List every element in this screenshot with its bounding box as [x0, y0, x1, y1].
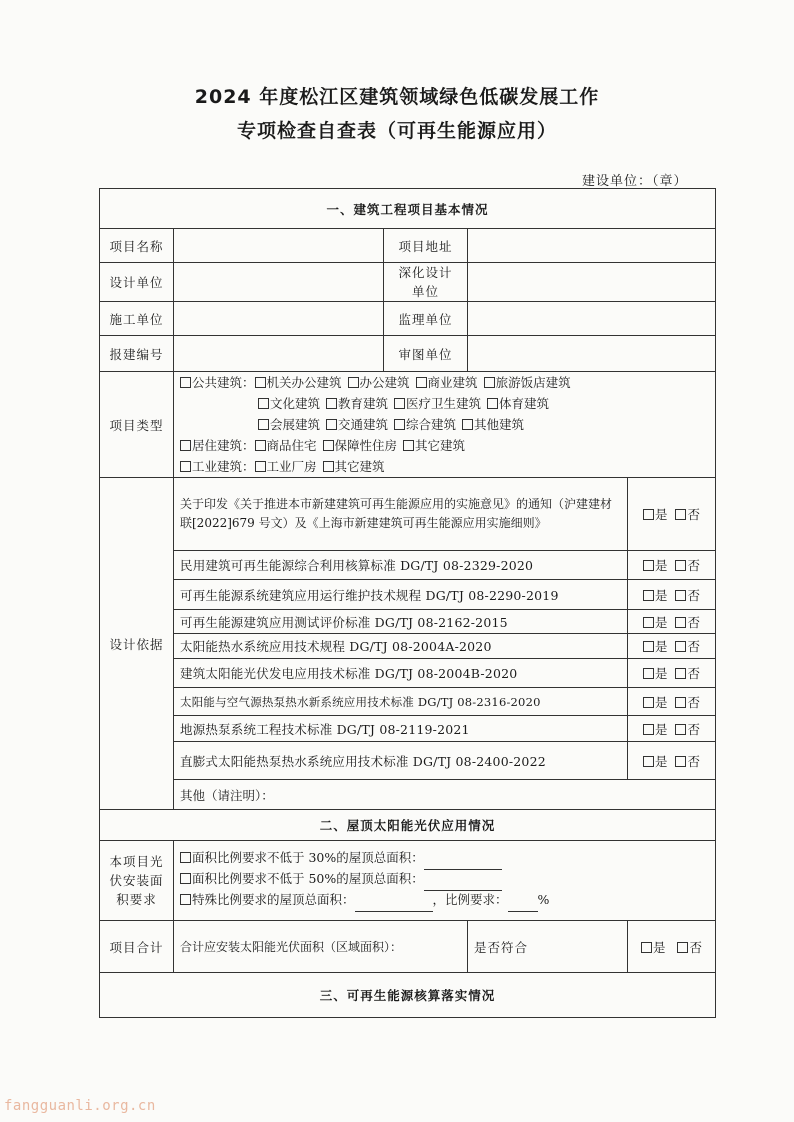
design-unit-label: 设计单位	[100, 263, 174, 302]
yes-no-choice	[628, 716, 716, 742]
no-label: 否	[689, 939, 702, 955]
checkbox-other-industrial[interactable]	[323, 461, 334, 472]
no-label: 否	[687, 639, 700, 654]
option-label: 其它建筑	[415, 438, 466, 453]
construction-company-field[interactable]	[174, 302, 384, 336]
option-label: 文化建筑	[270, 396, 321, 411]
compliance-cell	[468, 921, 628, 973]
pv-label-line2: 伏安装面	[109, 873, 164, 888]
compliance-yes-no	[628, 921, 716, 973]
project-type-options	[174, 372, 716, 478]
checkbox-no[interactable]	[675, 617, 686, 628]
checkbox-industrial-building[interactable]	[180, 461, 191, 472]
design-unit-field[interactable]	[174, 263, 384, 302]
checkbox-commercial-housing[interactable]	[255, 440, 266, 451]
checkbox-residential-building[interactable]	[180, 440, 191, 451]
pv-area-requirement-label	[100, 841, 174, 921]
option-label: 教育建筑	[338, 396, 389, 411]
yes-no-choice	[628, 478, 716, 551]
checkbox-no[interactable]	[675, 641, 686, 652]
checkbox-yes[interactable]	[643, 590, 654, 601]
checkbox-no[interactable]	[675, 668, 686, 679]
checkbox-yes[interactable]	[643, 668, 654, 679]
pv-50-area-input[interactable]	[424, 872, 502, 891]
no-label: 否	[687, 507, 700, 522]
pv-label-line1: 本项目光	[109, 854, 164, 869]
checkbox-pv-50[interactable]	[180, 873, 191, 884]
checkbox-yes[interactable]	[643, 617, 654, 628]
no-label: 否	[687, 694, 700, 710]
checkbox-yes[interactable]	[643, 756, 654, 767]
yes-label: 是	[655, 614, 668, 630]
permit-number-field[interactable]	[174, 336, 384, 372]
checkbox-public-building[interactable]	[180, 377, 191, 388]
checkbox-pv-30[interactable]	[180, 852, 191, 863]
option-label: 其他建筑	[474, 417, 525, 432]
other-standard-field[interactable]: 其他（请注明）：	[174, 780, 716, 810]
pv-area-requirement-options	[174, 841, 716, 921]
yes-label: 是	[655, 694, 668, 710]
permit-number-label: 报建编号	[100, 336, 174, 372]
document-title-line1: 2024 年度松江区建筑领域绿色低碳发展工作	[194, 86, 600, 108]
option-label: 工业厂房	[266, 459, 317, 474]
standard-item: 可再生能源建筑应用测试评价标准 DG/TJ 08-2162-2015	[174, 610, 628, 634]
option-label: 商业建筑	[427, 375, 478, 390]
pv-ratio-input[interactable]	[508, 893, 538, 912]
deepening-design-unit-label	[384, 263, 468, 302]
option-label: 体育建筑	[499, 396, 550, 411]
option-label: 保障性住房	[334, 438, 398, 453]
checkbox-hotel[interactable]	[484, 377, 495, 388]
checkbox-government-office[interactable]	[255, 377, 266, 388]
watermark: fangguanli.org.cn	[4, 1098, 156, 1114]
review-unit-field[interactable]	[468, 336, 716, 372]
option-label: 机关办公建筑	[266, 375, 342, 390]
checkbox-sports[interactable]	[487, 398, 498, 409]
no-label: 否	[687, 558, 700, 573]
option-label: 旅游饭店建筑	[495, 375, 571, 390]
yes-no-choice	[628, 551, 716, 580]
yes-label: 是	[655, 666, 668, 681]
deepening-design-unit-field[interactable]	[468, 263, 716, 302]
total-pv-area[interactable]	[174, 921, 468, 973]
pv-30-area-input[interactable]	[424, 851, 502, 870]
option-label: 会展建筑	[270, 417, 321, 432]
checkbox-other-residential[interactable]	[403, 440, 414, 451]
no-label: 否	[687, 721, 700, 737]
checkbox-yes[interactable]	[643, 697, 654, 708]
yes-no-choice	[628, 580, 716, 610]
design-basis-label: 设计依据	[100, 478, 174, 810]
pv-option-30-label: 面积比例要求不低于 30%的屋顶总面积：	[192, 850, 424, 865]
checkbox-yes[interactable]	[643, 560, 654, 571]
supervision-unit-label: 监理单位	[384, 302, 468, 336]
no-label: 否	[687, 666, 700, 681]
standard-item: 关于印发《关于推进本市新建建筑可再生能源应用的实施意见》的通知（沪建建材联[2022]679 号文）及《上海市新建建筑可再生能源应用实施细则》	[174, 478, 628, 551]
checkbox-medical[interactable]	[394, 398, 405, 409]
standard-item: 直膨式太阳能热泵热水系统应用技术标准 DG/TJ 08-2400-2022	[174, 742, 628, 780]
yes-no-choice	[628, 659, 716, 688]
pv-option-special-label: 特殊比例要求的屋顶总面积：	[192, 892, 355, 907]
checkbox-commercial[interactable]	[416, 377, 427, 388]
construction-unit-stamp-label: 建设单位：（章）	[582, 174, 688, 189]
deepening-design-unit-label-line1: 深化设计	[398, 265, 453, 280]
standard-item: 民用建筑可再生能源综合利用核算标准 DG/TJ 08-2329-2020	[174, 551, 628, 580]
checkbox-exhibition[interactable]	[258, 419, 269, 430]
yes-no-choice	[628, 610, 716, 634]
pv-option-50-label: 面积比例要求不低于 50%的屋顶总面积：	[192, 871, 424, 886]
checkbox-no[interactable]	[675, 590, 686, 601]
project-name-field[interactable]	[174, 229, 384, 263]
checkbox-no[interactable]	[675, 724, 686, 735]
yes-label: 是	[655, 753, 668, 769]
standard-item: 可再生能源系统建筑应用运行维护技术规程 DG/TJ 08-2290-2019	[174, 580, 628, 610]
checkbox-education[interactable]	[326, 398, 337, 409]
standard-item: 地源热泵系统工程技术标准 DG/TJ 08-2119-2021	[174, 716, 628, 742]
option-label: 办公建筑	[359, 375, 410, 390]
checkbox-no[interactable]	[675, 560, 686, 571]
checkbox-comprehensive[interactable]	[394, 419, 405, 430]
construction-company-label: 施工单位	[100, 302, 174, 336]
deepening-design-unit-label-line2: 单位	[411, 284, 439, 299]
yes-label: 是	[655, 587, 668, 603]
checkbox-no[interactable]	[675, 509, 686, 520]
checkbox-other-public[interactable]	[462, 419, 473, 430]
project-type-label: 项目类型	[100, 372, 174, 478]
section3-heading: 三、可再生能源核算落实情况	[100, 973, 716, 1018]
yes-label: 是	[653, 939, 666, 955]
pv-label-line3: 积要求	[116, 892, 157, 907]
pv-percent-sign: %	[537, 892, 550, 907]
option-label: 综合建筑	[406, 417, 457, 432]
industrial-building-label: 工业建筑：	[192, 459, 255, 474]
total-pv-area-label: 合计应安装太阳能光伏面积（区域面积）：	[180, 940, 403, 954]
yes-label: 是	[655, 507, 668, 522]
yes-no-choice	[628, 742, 716, 780]
option-label: 医疗卫生建筑	[406, 396, 482, 411]
project-name-label: 项目名称	[100, 229, 174, 263]
self-check-form	[99, 188, 716, 1018]
checkbox-yes[interactable]	[643, 641, 654, 652]
option-label: 其它建筑	[334, 459, 385, 474]
checkbox-transport[interactable]	[326, 419, 337, 430]
checkbox-pv-special[interactable]	[180, 894, 191, 905]
option-label: 商品住宅	[266, 438, 317, 453]
project-address-field[interactable]	[468, 229, 716, 263]
yes-label: 是	[655, 721, 668, 737]
checkbox-yes[interactable]	[643, 724, 654, 735]
no-label: 否	[687, 614, 700, 630]
compliance-label: 是否符合	[474, 939, 529, 955]
standard-item: 建筑太阳能光伏发电应用技术标准 DG/TJ 08-2004B-2020	[174, 659, 628, 688]
no-label: 否	[687, 587, 700, 603]
yes-label: 是	[655, 558, 668, 573]
checkbox-factory[interactable]	[255, 461, 266, 472]
yes-no-choice	[628, 634, 716, 659]
standard-item: 太阳能与空气源热泵热水新系统应用技术标准 DG/TJ 08-2316-2020	[174, 688, 628, 716]
yes-label: 是	[655, 639, 668, 654]
residential-building-label: 居住建筑：	[192, 438, 255, 453]
section1-heading: 一、建筑工程项目基本情况	[100, 189, 716, 229]
pv-ratio-label: ，比例要求：	[432, 892, 508, 907]
option-label: 交通建筑	[338, 417, 389, 432]
standard-item: 太阳能热水系统应用技术规程 DG/TJ 08-2004A-2020	[174, 634, 628, 659]
no-label: 否	[687, 753, 700, 769]
checkbox-office[interactable]	[348, 377, 359, 388]
checkbox-no[interactable]	[675, 697, 686, 708]
review-unit-label: 审图单位	[384, 336, 468, 372]
checkbox-no[interactable]	[675, 756, 686, 767]
section2-heading: 二、屋顶太阳能光伏应用情况	[100, 810, 716, 841]
project-address-label: 项目地址	[384, 229, 468, 263]
public-building-label: 公共建筑：	[192, 375, 255, 390]
pv-special-area-input[interactable]	[355, 893, 433, 912]
checkbox-affordable-housing[interactable]	[323, 440, 334, 451]
checkbox-yes[interactable]	[643, 509, 654, 520]
yes-no-choice	[628, 688, 716, 716]
document-title-line2: 专项检查自查表（可再生能源应用）	[236, 120, 557, 142]
checkbox-no[interactable]	[677, 942, 688, 953]
project-total-label: 项目合计	[100, 921, 174, 973]
supervision-unit-field[interactable]	[468, 302, 716, 336]
checkbox-cultural[interactable]	[258, 398, 269, 409]
checkbox-yes[interactable]	[641, 942, 652, 953]
